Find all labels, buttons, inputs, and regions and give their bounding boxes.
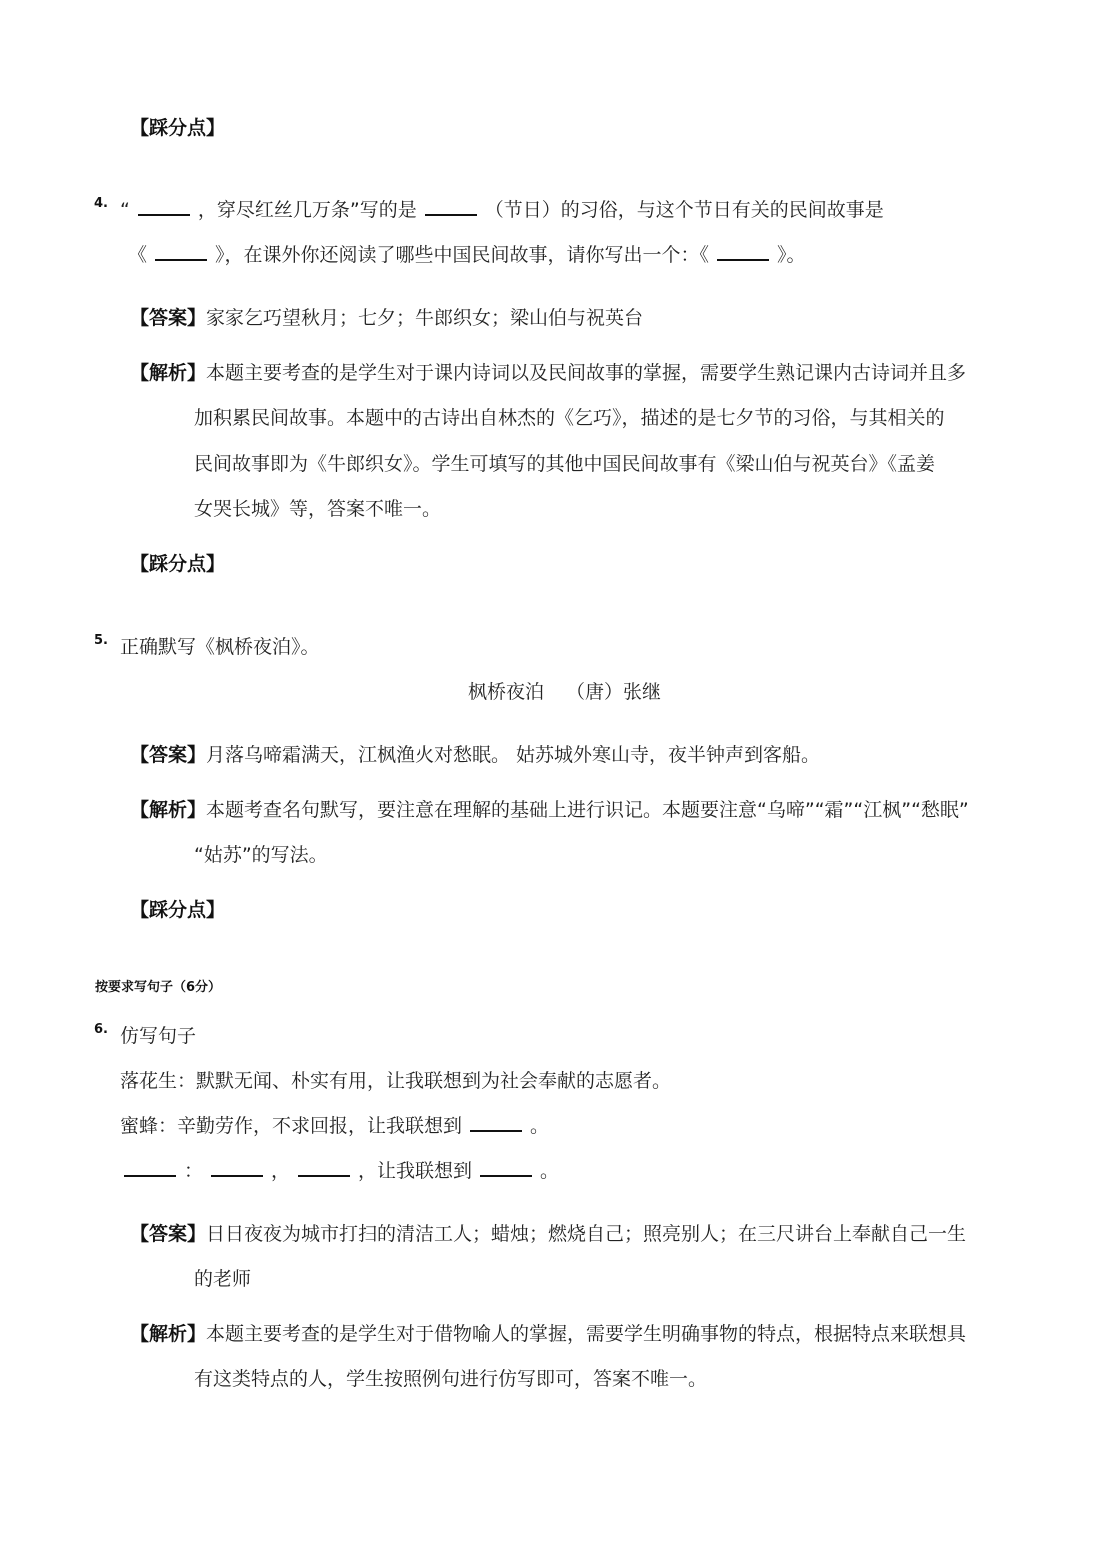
poem-heading: [468, 680, 661, 704]
answer-text: 的老师: [194, 1268, 252, 1290]
answer-label: 【答案】: [130, 307, 207, 329]
analysis-label: 【解析】: [130, 1323, 207, 1345]
fill-blank: [138, 213, 190, 216]
analysis-text: 民间故事即为《牛郎织女》。学生可填写的其他中国民间故事有《梁山伯与祝英台》《孟姜: [194, 453, 936, 475]
q6-text: 蜜蜂：辛勤劳作，不求回报，让我联想到: [120, 1115, 463, 1137]
fill-blank: [124, 1174, 176, 1177]
analysis-text: 加积累民间故事。本题中的古诗出自林杰的《乞巧》，描述的是七夕节的习俗，与其相关的: [194, 407, 945, 429]
q6-text: ：: [184, 1160, 204, 1182]
score-point-label: 【踩分点】: [130, 553, 226, 575]
analysis-label: 【解析】: [130, 799, 207, 821]
fill-blank: [480, 1174, 532, 1177]
analysis-text: 本题主要考查的是学生对于借物喻人的掌握，需要学生明确事物的特点，根据特点来联想具: [206, 1323, 967, 1345]
q5-analysis-line-1: [130, 798, 969, 822]
analysis-text: “姑苏”的写法。: [194, 844, 328, 866]
fill-blank: [211, 1174, 263, 1177]
q6-analysis-line-1: [130, 1322, 966, 1346]
q4-line-2: [128, 243, 806, 267]
section-title: 按要求写句子（6分）: [95, 980, 222, 995]
fill-blank: [425, 213, 477, 216]
score-point-label: 【踩分点】: [130, 899, 226, 921]
q4-text: 《: [128, 244, 148, 266]
q6-example: 落花生：默默无闻、朴实有用，让我联想到为社会奉献的志愿者。: [120, 1070, 672, 1092]
analysis-text: 本题主要考查的是学生对于课内诗词以及民间故事的掌握，需要学生熟记课内古诗词并且多: [206, 362, 967, 384]
question-number: 5.: [94, 633, 108, 648]
analysis-text: 女哭长城》等，答案不唯一。: [194, 498, 442, 520]
fill-blank: [717, 258, 769, 261]
q6-text: ，: [271, 1160, 291, 1182]
score-point-label: 【踩分点】: [130, 117, 226, 139]
answer-text: 家家乞巧望秋月；七夕；牛郎织女；梁山伯与祝英台: [206, 307, 644, 329]
q6-line-3: [120, 1159, 559, 1183]
answer-text: 日日夜夜为城市打扫的清洁工人；蜡烛；燃烧自己；照亮别人；在三尺讲台上奉献自己一生: [206, 1223, 967, 1245]
q6-text: 。: [540, 1160, 560, 1182]
q6-text: 。: [530, 1115, 550, 1137]
answer-label: 【答案】: [130, 1223, 207, 1245]
q4-analysis-line-1: [130, 361, 966, 385]
q6-line-2: [120, 1114, 549, 1138]
q6-answer-line-1: [130, 1222, 966, 1246]
q4-text: 》，在课外你还阅读了哪些中国民间故事，请你写出一个：《: [215, 244, 710, 266]
q6-text: ，让我联想到: [358, 1160, 473, 1182]
fill-blank: [298, 1174, 350, 1177]
q6-prompt: 仿写句子: [120, 1025, 197, 1047]
fill-blank: [470, 1129, 522, 1132]
answer-label: 【答案】: [130, 744, 207, 766]
answer-text: 月落乌啼霜满天，江枫渔火对愁眠。 姑苏城外寒山寺，夜半钟声到客船。: [206, 744, 821, 766]
analysis-text: 本题考查名句默写，要注意在理解的基础上进行识记。本题要注意“乌啼”“霜”“江枫”“愁眠”: [206, 799, 969, 821]
poem-title: 枫桥夜泊: [468, 681, 545, 703]
q4-text: ，穿尽红丝几万条”写的是: [197, 199, 417, 221]
q5-answer: [130, 743, 820, 767]
fill-blank: [155, 258, 207, 261]
q4-text: （节日）的习俗，与这个节日有关的民间故事是: [484, 199, 884, 221]
question-number: 6.: [94, 1022, 108, 1037]
q4-text: “: [120, 199, 130, 221]
question-number: 4.: [94, 196, 108, 211]
q4-answer: [130, 306, 643, 330]
poem-author: （唐）张继: [566, 681, 662, 703]
analysis-text: 有这类特点的人，学生按照例句进行仿写即可，答案不唯一。: [194, 1368, 708, 1390]
q4-line-1: [120, 198, 884, 222]
q5-prompt: 正确默写《枫桥夜泊》。: [120, 636, 320, 658]
analysis-label: 【解析】: [130, 362, 207, 384]
q4-text: 》。: [777, 244, 806, 266]
